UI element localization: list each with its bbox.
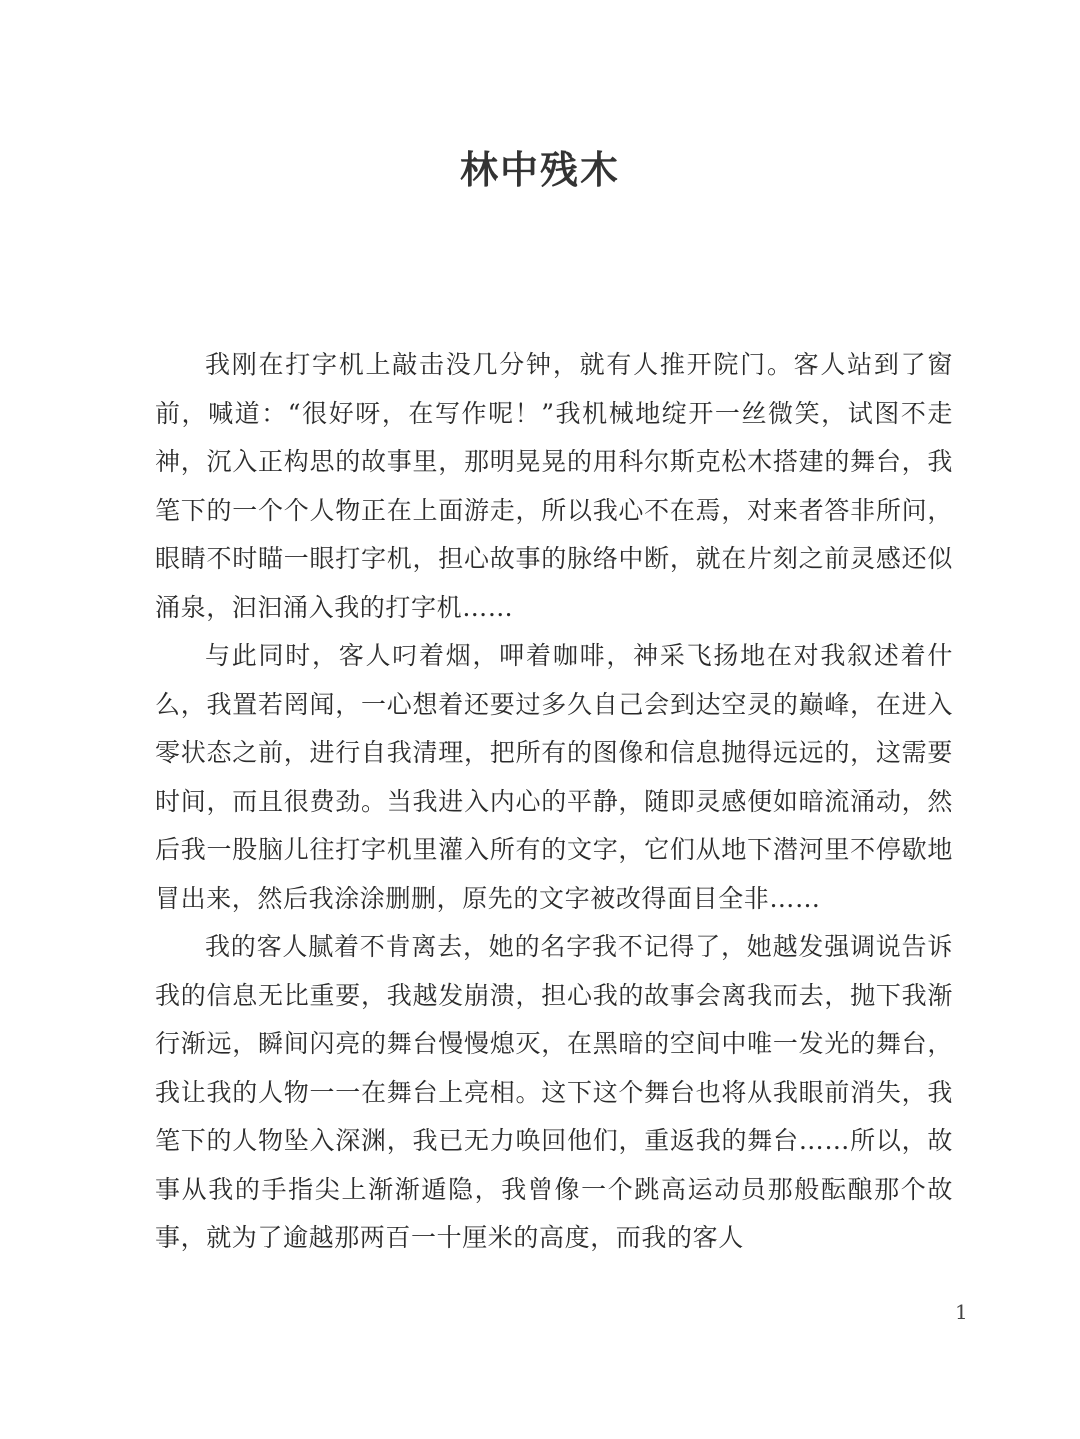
page-title: 林中残木 [459, 147, 620, 192]
page-number: 1 [955, 1300, 968, 1324]
body-text [155, 341, 953, 1263]
paragraph-1: 我刚在打字机上敲击没几分钟，就有人推开院门。客人站到了窗前，喊道：“很好呀，在写作呢！”我机械地绽开一丝微笑，试图不走神，沉入正构思的故事里，那明晃晃的用科尔斯克松木搭建的舞台，我笔下的一个个人物正在上面游走，所以我心不在焉，对来者答非所问，眼睛不时瞄一眼打字机，担心故事的脉络中断，就在片刻之前灵感还似涌泉，汩汩涌入我的打字机…… [155, 350, 953, 622]
paragraph-3: 我的客人腻着不肯离去，她的名字我不记得了，她越发强调说告诉我的信息无比重要，我越发崩溃，担心我的故事会离我而去，抛下我渐行渐远，瞬间闪亮的舞台慢慢熄灭，在黑暗的空间中唯一发光的舞台，我让我的人物一一在舞台上亮相。这下这个舞台也将从我眼前消失，我笔下的人物坠入深渊，我已无力唤回他们，重返我的舞台……所以，故事从我的手指尖上渐渐遁隐，我曾像一个跳高运动员那般酝酿那个故事，就为了逾越那两百一十厘米的高度，而我的客人 [155, 932, 953, 1252]
paragraph-2: 与此同时，客人叼着烟，呷着咖啡，神采飞扬地在对我叙述着什么，我置若罔闻，一心想着还要过多久自己会到达空灵的巅峰，在进入零状态之前，进行自我清理，把所有的图像和信息抛得远远的，这需要时间，而且很费劲。当我进入内心的平静，随即灵感便如暗流涌动，然后我一股脑儿往打字机里灌入所有的文字，它们从地下潜河里不停歇地冒出来，然后我涂涂删删，原先的文字被改得面目全非…… [155, 641, 953, 913]
